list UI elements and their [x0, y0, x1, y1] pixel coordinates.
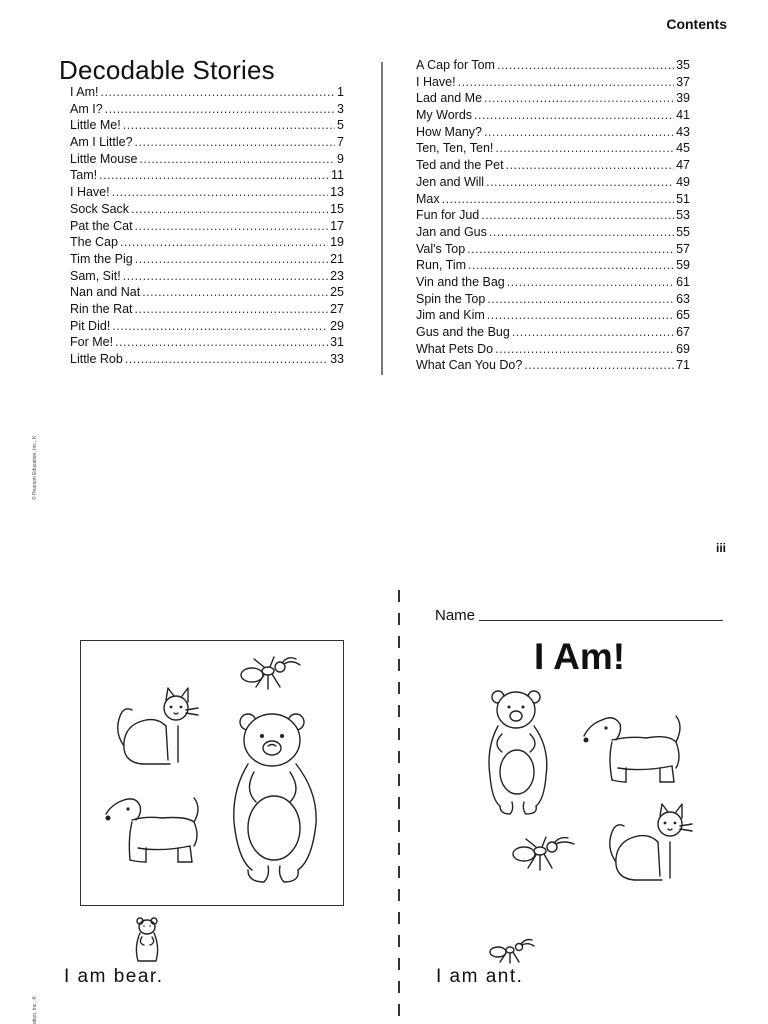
toc-entry: [416, 241, 690, 258]
toc-entry-page: 13: [330, 185, 344, 200]
toc-entry-title: Vin and the Bag: [416, 274, 505, 289]
toc-leader-dots: [112, 184, 328, 201]
toc-entry-title: Val's Top: [416, 241, 466, 256]
toc-entry-page: 23: [330, 268, 344, 283]
toc-entry-page: 19: [330, 235, 344, 250]
name-write-line: [479, 620, 723, 621]
toc-entry-title: I Am!: [70, 85, 99, 99]
toc-entry-title: Am I?: [70, 101, 103, 116]
toc-entry-title: Lad and Me: [416, 91, 483, 106]
toc-entry-page: 25: [330, 285, 344, 300]
toc-entry-page: 45: [676, 141, 690, 156]
toc-entry-page: 29: [330, 318, 344, 333]
toc-entry-page: 53: [676, 208, 690, 223]
toc-entry-page: 41: [676, 108, 690, 123]
toc-entry-title: Jim and Kim: [416, 308, 485, 323]
toc-leader-dots: [112, 318, 328, 335]
toc-entry: [416, 224, 690, 241]
toc-leader-dots: [524, 357, 674, 374]
toc-entry: [416, 207, 690, 224]
toc-entry-title: What Pets Do: [416, 341, 494, 356]
toc-entry: [70, 184, 344, 201]
toc-leader-dots: [474, 107, 674, 124]
toc-entry-title: Little Me!: [70, 118, 121, 133]
toc-entry-title: Run, Tim: [416, 258, 467, 273]
toc-leader-dots: [135, 251, 328, 268]
toc-entry-title: Tim the Pig: [70, 251, 133, 266]
toc-entry: [70, 301, 344, 318]
toc-entry-page: 71: [676, 358, 690, 373]
toc-leader-dots: [495, 341, 674, 358]
toc-leader-dots: [135, 218, 329, 235]
toc-entry: [70, 251, 344, 268]
toc-entry: [70, 84, 344, 101]
toc-entry-page: 49: [676, 174, 690, 189]
toc-entry-page: 15: [330, 201, 344, 216]
toc-right-column: [416, 57, 690, 374]
toc-entry-title: Little Mouse: [70, 151, 138, 166]
copyright-notice-bottom: [32, 985, 44, 1024]
toc-entry-page: 17: [330, 218, 344, 233]
toc-entry: [416, 257, 690, 274]
toc-leader-dots: [131, 201, 328, 218]
toc-leader-dots: [100, 84, 335, 101]
toc-entry: [416, 74, 690, 91]
toc-leader-dots: [506, 157, 675, 174]
toc-entry: [416, 157, 690, 174]
toc-entry-title: I Have!: [70, 185, 110, 200]
toc-leader-dots: [487, 291, 674, 308]
toc-leader-dots: [468, 257, 674, 274]
page-number: iii: [715, 541, 726, 555]
name-label: Name: [435, 607, 476, 624]
toc-entry-title: Ted and the Pet: [416, 158, 504, 173]
toc-leader-dots: [512, 324, 674, 341]
toc-entry-page: 69: [676, 341, 690, 356]
toc-entry: [70, 318, 344, 335]
toc-entry-page: 67: [676, 325, 690, 339]
dog-illustration-right: [582, 712, 684, 784]
toc-entry-page: 35: [676, 58, 690, 72]
dog-illustration: [102, 792, 206, 864]
toc-leader-dots: [115, 334, 328, 351]
toc-leader-dots: [458, 74, 674, 91]
toc-entry: [70, 334, 344, 351]
toc-left-column: [70, 84, 344, 368]
toc-entry: [70, 201, 344, 218]
toc-leader-dots: [99, 167, 329, 184]
toc-leader-dots: [135, 301, 329, 318]
copyright-notice: [32, 400, 44, 500]
toc-leader-dots: [481, 207, 674, 224]
toc-entry-title: Jan and Gus: [416, 224, 487, 239]
toc-leader-dots: [135, 134, 336, 151]
toc-entry-title: Tam!: [70, 168, 98, 183]
fold-line: [398, 590, 400, 1024]
toc-leader-dots: [495, 140, 674, 157]
ant-illustration-right: [502, 836, 576, 872]
toc-entry-title: Sam, Sit!: [70, 268, 121, 283]
ant-illustration: [230, 655, 302, 691]
toc-entry: [70, 167, 344, 184]
toc-entry: [416, 307, 690, 324]
toc-leader-dots: [484, 90, 674, 107]
toc-entry-title: Pat the Cat: [70, 218, 133, 233]
toc-entry-title: A Cap for Tom: [416, 58, 495, 72]
toc-leader-dots: [484, 124, 674, 141]
toc-entry-title: The Cap: [70, 235, 118, 250]
toc-leader-dots: [123, 268, 328, 285]
toc-entry-title: Am I Little?: [70, 135, 133, 150]
toc-entry-title: For Me!: [70, 335, 114, 350]
toc-entry: [416, 174, 690, 191]
small-bear-icon: [132, 917, 162, 967]
cat-illustration: [112, 686, 202, 768]
toc-entry-title: Ten, Ten, Ten!: [416, 141, 494, 156]
toc-entry-page: 7: [337, 135, 344, 150]
toc-entry-page: 65: [676, 308, 690, 323]
toc-entry-page: 39: [676, 91, 690, 106]
name-field: [435, 607, 723, 624]
toc-entry-page: 5: [337, 118, 344, 133]
toc-entry: [416, 274, 690, 291]
toc-entry-page: 61: [676, 274, 690, 289]
toc-entry-page: 11: [331, 168, 344, 183]
toc-leader-dots: [105, 101, 335, 118]
toc-entry-page: 51: [676, 191, 690, 206]
toc-entry: [416, 107, 690, 124]
toc-entry-title: Jen and Will: [416, 174, 485, 189]
toc-entry: [416, 341, 690, 358]
toc-entry: [416, 191, 690, 208]
toc-entry: [416, 90, 690, 107]
column-divider: [381, 62, 383, 375]
toc-leader-dots: [467, 241, 674, 258]
small-ant-icon: [484, 938, 536, 964]
toc-entry: [416, 291, 690, 308]
toc-entry: [416, 140, 690, 157]
toc-leader-dots: [142, 284, 328, 301]
caption-ant: I am ant.: [436, 966, 524, 987]
copyright-text-bottom: ation, Inc., K: [32, 996, 38, 1024]
toc-entry-page: 59: [676, 258, 690, 273]
toc-entry: [70, 117, 344, 134]
caption-bear: I am bear.: [64, 966, 164, 987]
toc-entry-page: 1: [337, 85, 344, 99]
toc-leader-dots: [442, 191, 674, 208]
bear-illustration-right: [484, 688, 554, 814]
cat-illustration-right: [604, 800, 696, 884]
toc-entry: [70, 268, 344, 285]
toc-entry-title: Rin the Rat: [70, 301, 133, 316]
toc-entry-title: Max: [416, 191, 440, 206]
bear-illustration: [228, 710, 324, 884]
toc-entry: [70, 234, 344, 251]
toc-entry: [70, 351, 344, 368]
toc-entry-title: I Have!: [416, 74, 456, 89]
toc-entry-page: 31: [330, 335, 344, 350]
toc-entry: [70, 218, 344, 235]
toc-leader-dots: [139, 151, 335, 168]
toc-entry-page: 43: [676, 124, 690, 139]
section-header: Contents: [666, 16, 727, 32]
toc-entry-title: Spin the Top: [416, 291, 486, 306]
toc-entry-title: Little Rob: [70, 352, 123, 366]
toc-entry-title: My Words: [416, 108, 473, 123]
toc-entry-page: 33: [330, 352, 344, 366]
toc-entry: [416, 324, 690, 341]
toc-entry-page: 47: [676, 158, 690, 173]
toc-leader-dots: [487, 307, 674, 324]
toc-entry: [70, 284, 344, 301]
toc-leader-dots: [486, 174, 674, 191]
toc-entry: [416, 57, 690, 74]
toc-entry-page: 55: [676, 224, 690, 239]
toc-leader-dots: [507, 274, 674, 291]
toc-entry-title: What Can You Do?: [416, 358, 523, 373]
toc-entry-page: 57: [676, 241, 690, 256]
toc-entry-page: 37: [676, 74, 690, 89]
toc-entry: [70, 101, 344, 118]
toc-entry-page: 27: [330, 301, 344, 316]
toc-entry-title: Sock Sack: [70, 201, 130, 216]
toc-entry-title: How Many?: [416, 124, 482, 139]
toc-entry-page: 9: [337, 151, 344, 166]
toc-title: Decodable Stories: [59, 55, 275, 85]
toc-entry-title: Pit Did!: [70, 318, 111, 333]
toc-entry: [70, 134, 344, 151]
toc-leader-dots: [489, 224, 674, 241]
toc-entry-title: Gus and the Bug: [416, 325, 510, 339]
toc-entry: [416, 357, 690, 374]
toc-leader-dots: [125, 351, 328, 368]
toc-leader-dots: [123, 117, 335, 134]
toc-entry-page: 3: [337, 101, 344, 116]
toc-entry: [416, 124, 690, 141]
toc-leader-dots: [120, 234, 328, 251]
toc-leader-dots: [497, 57, 674, 74]
toc-entry: [70, 151, 344, 168]
toc-entry-title: Nan and Nat: [70, 285, 141, 300]
toc-entry-page: 21: [330, 251, 344, 266]
copyright-text: © Pearson Education, Inc., K: [32, 435, 38, 500]
toc-entry-page: 63: [676, 291, 690, 306]
toc-entry-title: Fun for Jud: [416, 208, 480, 223]
story-title: I Am!: [534, 636, 626, 677]
